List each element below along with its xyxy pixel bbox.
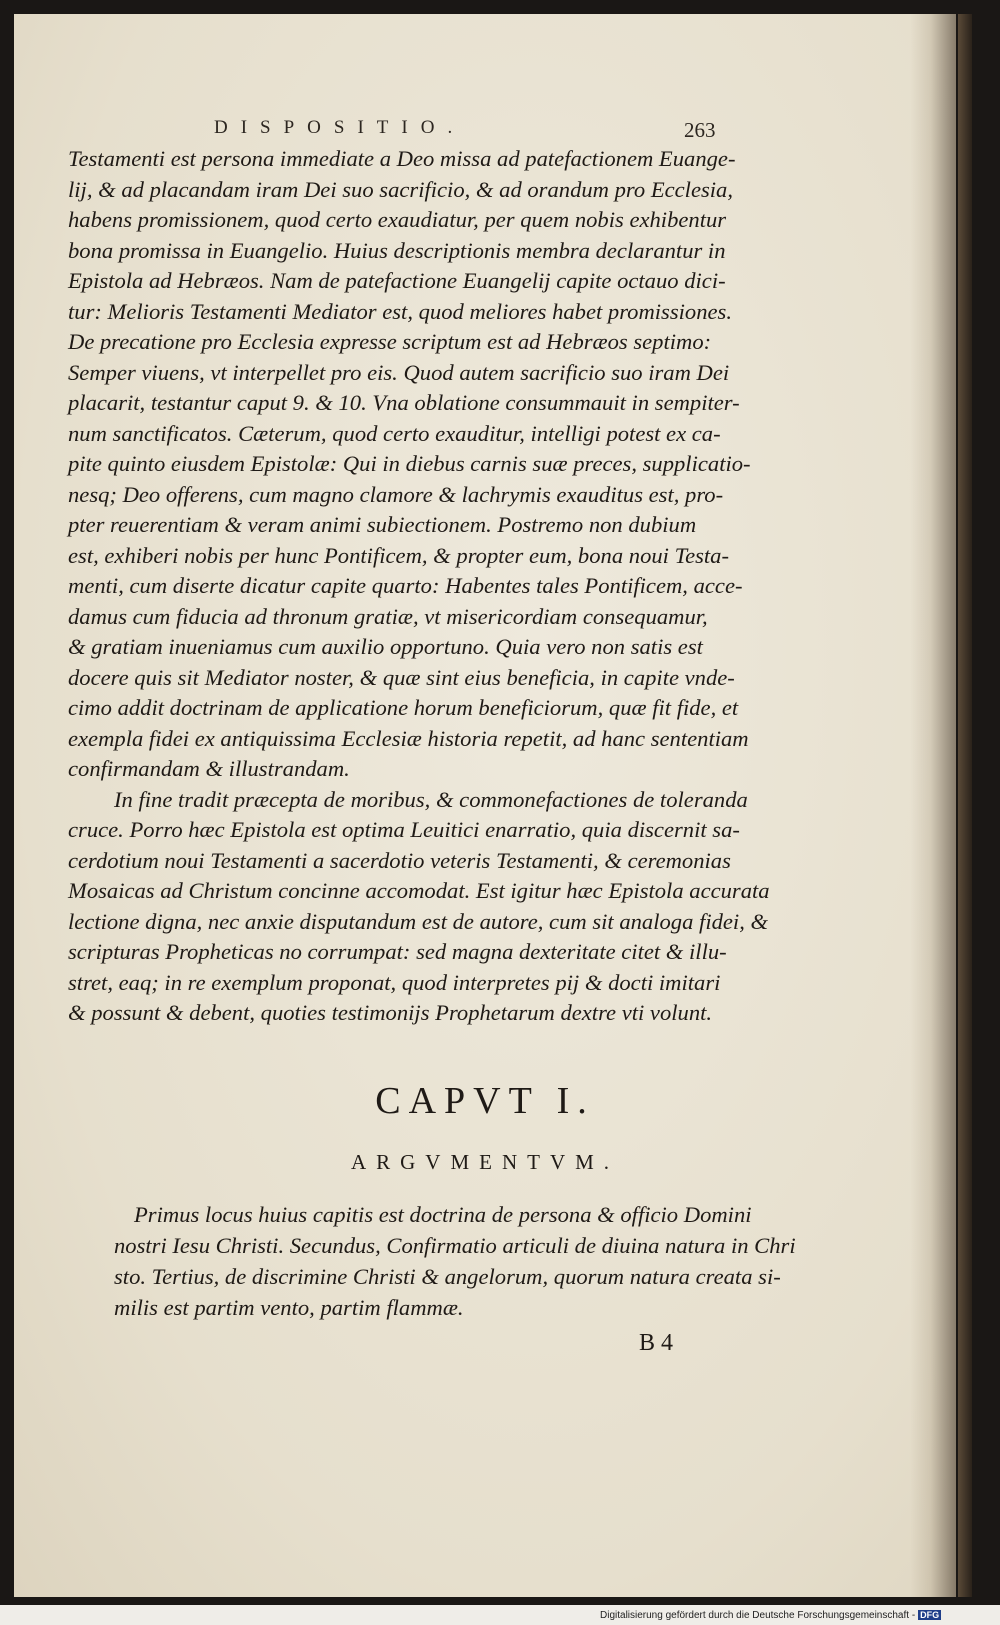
body-text xyxy=(68,144,770,1029)
body-line: exempla fidei ex antiquissima Ecclesiæ historia repetit, ad hanc sententiam xyxy=(68,725,749,751)
argument-line: sto. Tertius, de discrimine Christi & angelorum, quorum natura creata si- xyxy=(114,1264,781,1289)
book-page xyxy=(14,14,956,1597)
running-head: DISPOSITIO. xyxy=(214,117,466,138)
body-line: bona promissa in Euangelio. Huius descriptionis membra declarantur in xyxy=(68,237,726,263)
body-line: & gratiam inueniamus cum auxilio opportuno. Quia vero non satis est xyxy=(68,634,703,659)
body-line: stret, eaq; in re exemplum proponat, quod interpretes pij & docti imitari xyxy=(68,969,721,995)
body-line: cerdotium noui Testamenti a sacerdotio veteris Testamenti, & ceremonias xyxy=(68,847,731,873)
body-line: Mosaicas ad Christum concinne accomodat. Est igitur hæc Epistola accurata xyxy=(68,878,770,903)
page-gutter-shadow xyxy=(910,14,956,1597)
body-line: num sanctificatos. Cæterum, quod certo exauditur, intelligi potest ex ca- xyxy=(68,420,721,446)
chapter-heading: CAPVT I. xyxy=(375,1080,595,1122)
body-line: Testamenti est persona immediate a Deo missa ad patefactionem Euange- xyxy=(68,146,736,171)
body-line: lectione digna, nec anxie disputandum est de autore, cum sit analoga fidei, & xyxy=(68,908,769,934)
body-line: Epistola ad Hebræos. Nam de patefactione Euangelij capite octauo dici- xyxy=(68,268,726,293)
page-number: 263 xyxy=(684,118,716,142)
body-line: pter reuerentiam & veram animi subiectionem. Postremo non dubium xyxy=(68,512,697,537)
body-line: & possunt & debent, quoties testimonijs Prophetarum dextre vti volunt. xyxy=(68,1000,713,1025)
body-line: De precatione pro Ecclesia expresse scriptum est ad Hebræos septimo: xyxy=(68,329,712,354)
body-line: menti, cum diserte dicatur capite quarto: Habentes tales Pontificem, acce- xyxy=(68,573,743,598)
credit-text: Digitalisierung gefördert durch die Deutsche Forschungsgemeinschaft - xyxy=(600,1610,916,1621)
page-edge xyxy=(958,14,972,1597)
body-line: placarit, testantur caput 9. & 10. Vna oblatione consummauit in sempiter- xyxy=(68,390,740,415)
body-line: lij, & ad placandam iram Dei suo sacrificio, & ad orandum pro Ecclesia, xyxy=(68,176,734,202)
body-line: damus cum fiducia ad thronum gratiæ, vt misericordiam consequamur, xyxy=(68,603,708,629)
body-line: pite quinto eiusdem Epistolæ: Qui in diebus carnis suæ preces, supplicatio- xyxy=(68,451,751,476)
argument-line: Primus locus huius capitis est doctrina de persona & officio Domini xyxy=(134,1202,752,1227)
dfg-logo: DFG xyxy=(920,1610,940,1620)
body-line: Semper viuens, vt interpellet pro eis. Quod autem sacrificio suo iram Dei xyxy=(68,359,730,385)
body-line: cruce. Porro hæc Epistola est optima Leuitici enarratio, quia discernit sa- xyxy=(68,817,740,842)
body-line: docere quis sit Mediator noster, & quæ sint eius beneficia, in capite vnde- xyxy=(68,664,735,690)
body-line: habens promissionem, quod certo exaudiatur, per quem nobis exhibentur xyxy=(68,207,727,232)
argument-heading: ARGVMENTVM. xyxy=(350,1150,620,1174)
digitization-credit xyxy=(600,1610,1000,1625)
body-line: scripturas Propheticas no corrumpat: sed magna dexteritate citet & illu- xyxy=(68,939,727,964)
body-line: confirmandam & illustrandam. xyxy=(68,756,350,781)
body-line: tur: Melioris Testamenti Mediator est, quod meliores habet promissiones. xyxy=(68,298,732,324)
signature-mark: B 4 xyxy=(639,1330,674,1356)
body-line: cimo addit doctrinam de applicatione horum beneficiorum, quæ fit fide, et xyxy=(68,695,739,720)
argument-line: nostri Iesu Christi. Secundus, Confirmatio articuli de diuina natura in Chri xyxy=(114,1233,796,1258)
argument-line: milis est partim vento, partim flammæ. xyxy=(114,1295,464,1320)
body-line: In fine tradit præcepta de moribus, & commonefactiones de toleranda xyxy=(114,786,748,812)
body-line: nesq; Deo offerens, cum magno clamore & lachrymis exauditus est, pro- xyxy=(68,481,724,507)
body-line: est, exhiberi nobis per hunc Pontificem, & propter eum, bona noui Testa- xyxy=(68,542,729,568)
argument-text xyxy=(114,1199,804,1323)
